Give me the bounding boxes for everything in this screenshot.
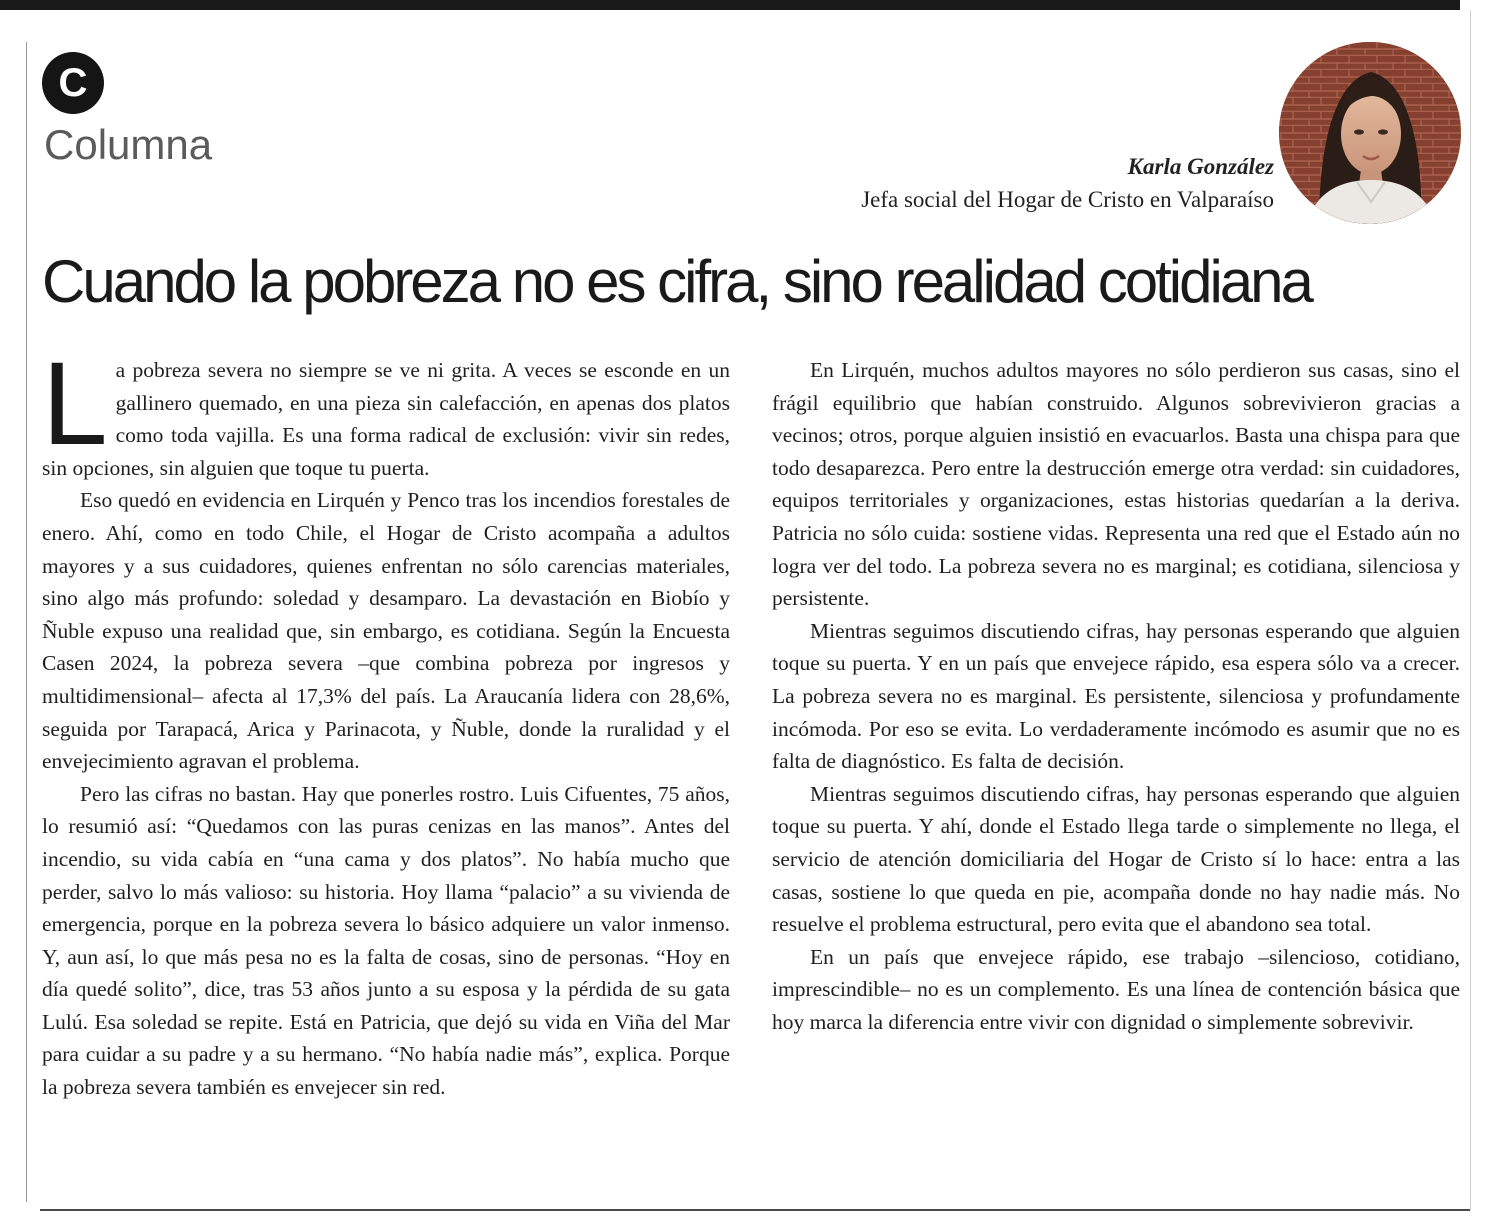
- article-column-right: [772, 354, 1460, 1038]
- drop-cap: L: [42, 338, 108, 470]
- article-paragraph: En Lirquén, muchos adultos mayores no sólo perdieron sus casas, sino el frágil equilibrio que habían construido. Algunos sobrevivieron gracias a vecinos; otros, porque alguien insistió en evacuarlos. Basta una chispa para que todo desaparezca. Pero entre la destrucción emerge otra verdad: sin cuidadores, equipos territoriales y organizaciones, estas historias quedarían a la deriva. Patricia no sólo cuida: sostiene vidas. Representa una red que el Estado aún no logra ver del todo. La pobreza severa no es marginal; es cotidiana, silenciosa y persistente.: [772, 358, 1460, 611]
- paragraph-text: a pobreza severa no siempre se ve ni grita. A veces se esconde en un gallinero quemado, en una pieza sin calefacción, en apenas dos platos como toda vajilla. Es una forma radical de exclusión: vivir sin redes, sin opciones, sin alguien que toque tu puerta.: [42, 358, 730, 480]
- section-label: Columna: [44, 121, 213, 168]
- top-rule: [0, 0, 1460, 10]
- author-role: Jefa social del Hogar de Cristo en Valparaíso: [861, 187, 1274, 212]
- headline: Cuando la pobreza no es cifra, sino realidad cotidiana: [42, 248, 1311, 315]
- left-border-rule: [26, 42, 27, 1202]
- article-paragraph: [42, 338, 730, 484]
- article-paragraph: Eso quedó en evidencia en Lirquén y Penco tras los incendios forestales de enero. Ahí, como en todo Chile, el Hogar de Cristo acompaña a adultos mayores y a sus cuidadores, quienes enfrentan no sólo carencias materiales, sino algo más profundo: soledad y desamparo. La devastación en Biobío y Ñuble expuso una realidad que, sin embargo, es cotidiana. Según la Encuesta Casen 2024, la pobreza severa –que combina pobreza por ingresos y multidimensional– afecta al 17,3% del país. La Araucanía lidera con 28,6%, seguida por Tarapacá, Arica y Parinacota, y Ñuble, donde la ruralidad y el envejecimiento agravan el problema.: [42, 488, 730, 774]
- article-paragraph: Mientras seguimos discutiendo cifras, hay personas esperando que alguien toque su puerta. Y en un país que envejece rápido, esa espera sólo va a crecer. La pobreza severa no es marginal. Es persistente, silenciosa y profundamente incómoda. Por eso se evita. Lo verdaderamente incómodo es asumir que no es falta de diagnóstico. Es falta de decisión.: [772, 618, 1460, 774]
- article-column-left: [42, 338, 730, 1104]
- article-paragraph: Pero las cifras no bastan. Hay que ponerles rostro. Luis Cifuentes, 75 años, lo resumió así: “Quedamos con las puras cenizas en las manos”. Antes del incendio, su vida cabía en “una cama y dos platos”. No había mucho que perder, salvo lo más valioso: su historia. Hoy llama “palacio” a su vivienda de emergencia, porque en la pobreza severa lo básico adquiere un valor inmenso. Y, aun así, lo que más pesa no es la falta de cosas, sino de personas. “Hoy en día quedé solito”, dice, tras 53 años junto a su esposa y la pérdida de su gata Lulú. Esa soledad se repite. Está en Patricia, que dejó su vida en Viña del Mar para cuidar a su padre y a su hermano. “No había nadie más”, explica. Porque la pobreza severa también es envejecer sin red.: [42, 781, 730, 1100]
- section-badge: C: [42, 52, 104, 114]
- right-border-rule: [1470, 10, 1471, 1210]
- author-portrait-image: [1279, 42, 1461, 224]
- bottom-rule: [40, 1209, 1470, 1211]
- article-paragraph: Mientras seguimos discutiendo cifras, hay personas esperando que alguien toque su puerta. Y ahí, donde el Estado llega tarde o simplemente no llega, el servicio de atención domiciliaria del Hogar de Cristo sí lo hace: entra a las casas, sostiene lo que queda en pie, acompaña donde no hay nadie más. No resuelve el problema estructural, pero evita que el abandono sea total.: [772, 781, 1460, 937]
- author-photo: [1279, 42, 1461, 224]
- article-paragraph: En un país que envejece rápido, ese trabajo –silencioso, cotidiano, imprescindible– no es un complemento. Es una línea de contención básica que hoy marca la diferencia entre vivir con dignidad o simplemente sobrevivir.: [772, 944, 1460, 1034]
- author-name: Karla González: [1127, 154, 1274, 179]
